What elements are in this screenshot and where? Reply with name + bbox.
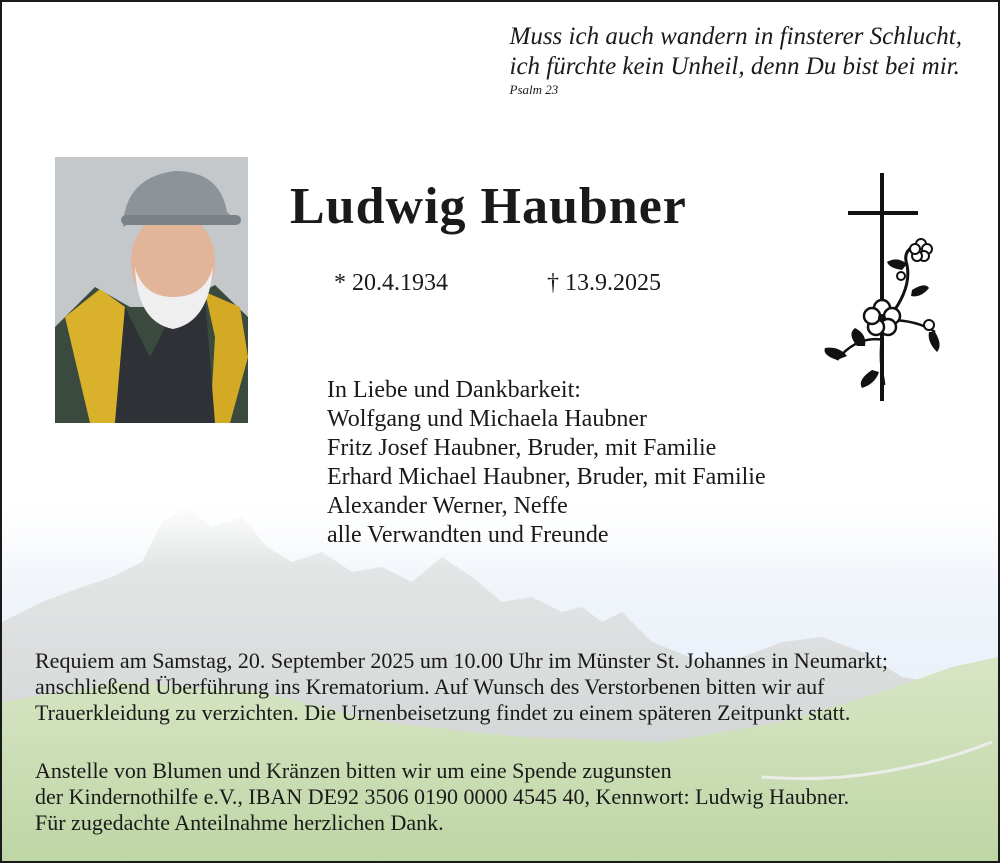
petal (864, 308, 880, 324)
psalm-line: ich fürchte kein Unheil, denn Du bist bei mir. (509, 53, 960, 80)
bud (897, 272, 905, 280)
leaf (825, 348, 848, 360)
mourner-line: Erhard Michael Haubner, Bruder, mit Familie (327, 464, 766, 490)
portrait-photo (55, 157, 248, 423)
flower (864, 300, 900, 335)
mourner-line: Wolfgang und Michaela Haubner (327, 406, 647, 432)
psalm-source: Psalm 23 (509, 82, 559, 97)
petal (910, 244, 920, 254)
mourner-line: Alexander Werner, Neffe (327, 493, 568, 519)
leaf (929, 332, 940, 352)
service-line: Trauerkleidung zu verzichten. Die Urnenbeisetzung findet zu einem späteren Zeitpunkt statt. (35, 700, 851, 725)
flower-center (878, 314, 886, 322)
mourners-list (327, 376, 766, 550)
psalm-quote (510, 22, 963, 98)
leaf (851, 328, 865, 346)
donation-line: Anstelle von Blumen und Kränzen bitten wir um eine Spende zugunsten (35, 758, 672, 783)
mourner-line: alle Verwandten und Freunde (327, 522, 609, 548)
service-info (35, 648, 888, 726)
mourner-line: Fritz Josef Haubner, Bruder, mit Familie (327, 435, 717, 461)
portrait-illustration (55, 157, 248, 423)
donation-line: der Kindernothilfe e.V., IBAN DE92 3506 0190 0000 4545 40, Kennwort: Ludwig Haubner. (35, 784, 850, 809)
cap-brim (121, 215, 241, 225)
cross-with-flowers-icon (817, 170, 947, 402)
psalm-line: Muss ich auch wandern in finsterer Schlucht, (509, 23, 962, 50)
service-line: Requiem am Samstag, 20. September 2025 um 10.00 Uhr im Münster St. Johannes in Neumarkt; (35, 648, 889, 673)
donation-line: Für zugedachte Anteilnahme herzlichen Dank. (35, 810, 444, 835)
leaf (861, 370, 879, 388)
birth-date: * 20.4.1934 (334, 270, 448, 296)
donation-info (35, 758, 849, 836)
deceased-name: Ludwig Haubner (290, 178, 687, 235)
cross-horizontal (848, 211, 918, 215)
bud (924, 320, 934, 330)
mourner-line: In Liebe und Dankbarkeit: (327, 377, 581, 403)
leaf (911, 285, 929, 296)
flower (910, 239, 932, 261)
service-line: anschließend Überführung ins Krematorium. Auf Wunsch des Verstorbenen bitten wir auf (35, 674, 825, 699)
death-date: † 13.9.2025 (547, 270, 661, 296)
leaf (887, 259, 907, 270)
